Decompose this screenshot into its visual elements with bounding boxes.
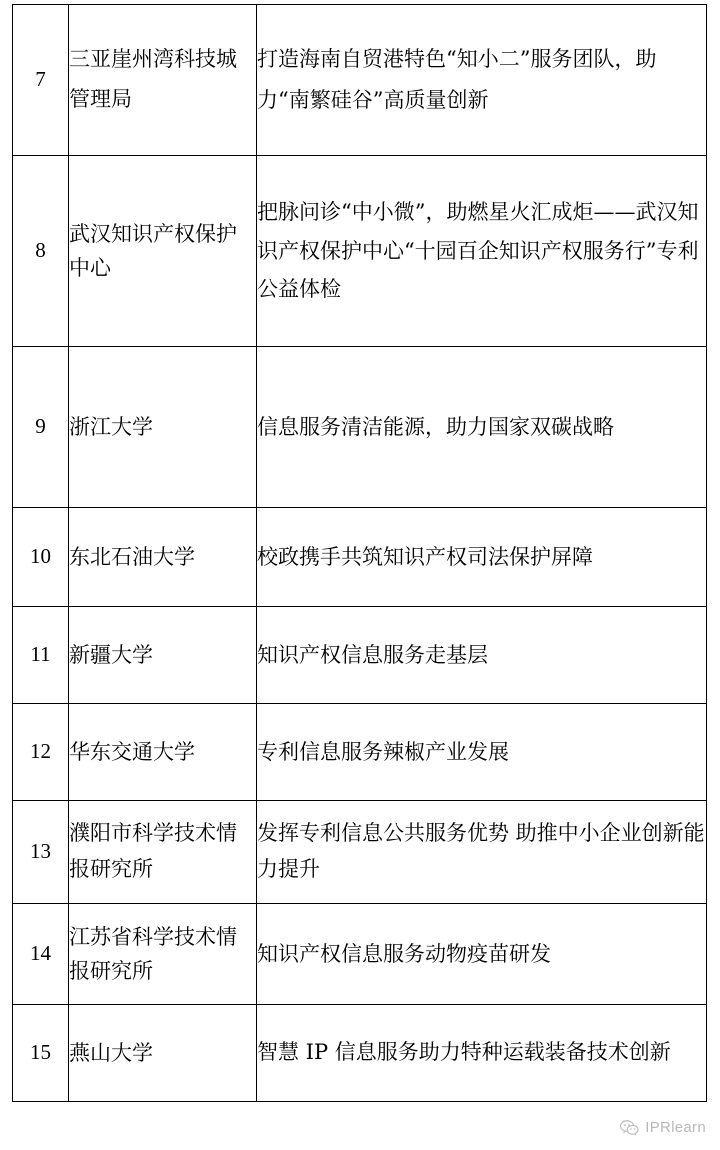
row-organization: 三亚崖州湾科技城管理局: [69, 5, 257, 156]
table-row: [13, 904, 707, 1005]
table-row: [13, 704, 707, 801]
row-organization: 濮阳市科学技术情报研究所: [69, 801, 257, 904]
row-index: 7: [13, 5, 69, 156]
row-organization: 新疆大学: [69, 607, 257, 704]
row-index: 8: [13, 156, 69, 347]
row-activity-title: 专利信息服务辣椒产业发展: [257, 704, 707, 801]
watermark: [620, 1119, 706, 1136]
row-index: 12: [13, 704, 69, 801]
row-activity-title: 发挥专利信息公共服务优势 助推中小企业创新能力提升: [257, 801, 707, 904]
row-organization: 东北石油大学: [69, 508, 257, 607]
row-organization: 华东交通大学: [69, 704, 257, 801]
row-organization: 浙江大学: [69, 347, 257, 508]
table-row: [13, 801, 707, 904]
row-organization: 燕山大学: [69, 1005, 257, 1102]
table-row: [13, 156, 707, 347]
row-activity-title: 打造海南自贸港特色“知小二”服务团队，助力“南繁硅谷”高质量创新: [257, 5, 707, 156]
table-row: [13, 347, 707, 508]
row-organization: 武汉知识产权保护中心: [69, 156, 257, 347]
row-activity-title: 信息服务清洁能源，助力国家双碳战略: [257, 347, 707, 508]
watermark-label: IPRlearn: [645, 1119, 706, 1136]
wechat-icon: [620, 1120, 639, 1136]
table-row: [13, 1005, 707, 1102]
row-index: 10: [13, 508, 69, 607]
row-activity-title: 把脉问诊“中小微”，助燃星火汇成炬——武汉知识产权保护中心“十园百企知识产权服务行”专利公益体检: [257, 156, 707, 347]
row-index: 14: [13, 904, 69, 1005]
row-index: 15: [13, 1005, 69, 1102]
row-index: 13: [13, 801, 69, 904]
row-index: 9: [13, 347, 69, 508]
table-row: [13, 5, 707, 156]
row-activity-title: 校政携手共筑知识产权司法保护屏障: [257, 508, 707, 607]
row-index: 11: [13, 607, 69, 704]
table-row: [13, 607, 707, 704]
row-organization: 江苏省科学技术情报研究所: [69, 904, 257, 1005]
row-activity-title: 知识产权信息服务动物疫苗研发: [257, 904, 707, 1005]
row-activity-title: 知识产权信息服务走基层: [257, 607, 707, 704]
table-row: [13, 508, 707, 607]
awards-table: [12, 4, 707, 1102]
row-activity-title: 智慧 IP 信息服务助力特种运载装备技术创新: [257, 1005, 707, 1102]
